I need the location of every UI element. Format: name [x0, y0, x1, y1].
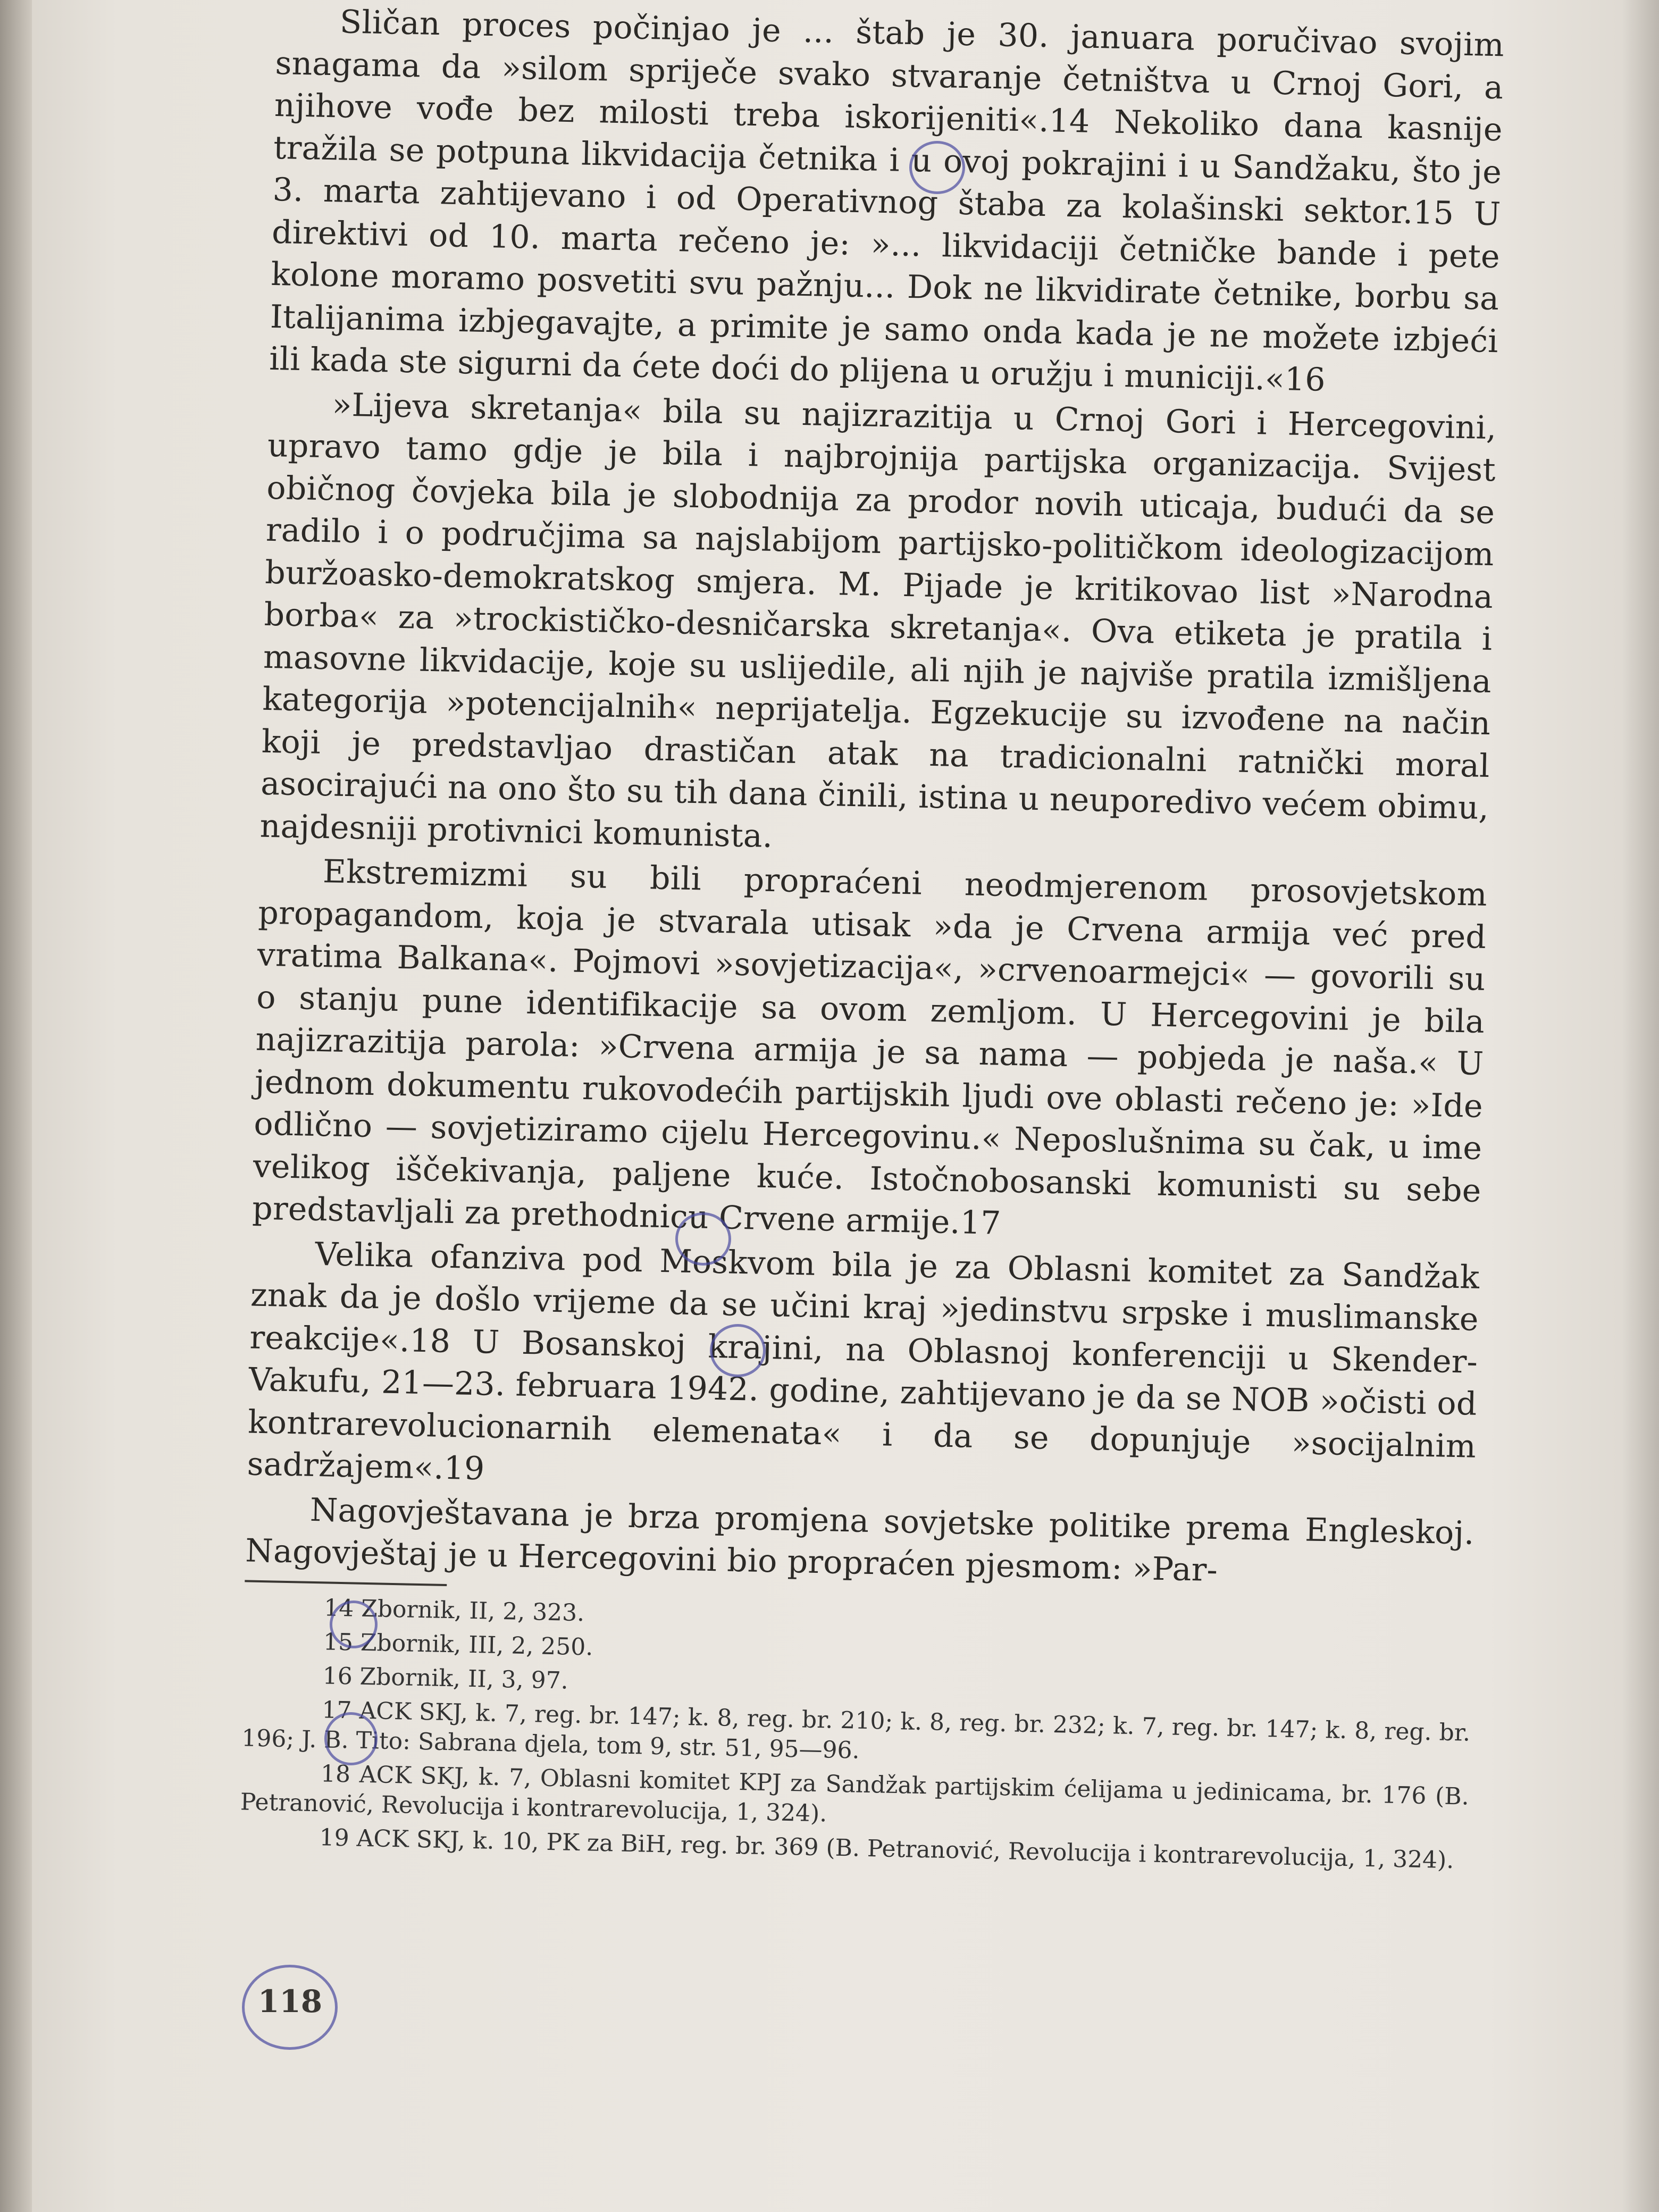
footnote-16: 16 Zbornik, II, 3, 97. [322, 1662, 569, 1695]
paragraph-4: Velika ofanziva pod Moskvom bila je za Oblasni komitet za Sandžak znak da je došlo vrijeme da se učini kraj »jedinstvu srpske i muslimanske reakcije«.18 U Bosanskoj krajini, na Oblasnoj konferenciji u Skender-Vakufu, 21—23. februara 1942. godine, zahtijevano je da se NOB »očisti od kontrarevolucionarnih elemenata« i da se dopunjuje »socijalnim sadržajem«.19 [247, 1235, 1480, 1488]
footnote-divider [245, 1580, 447, 1586]
pen-circle-page-number [242, 1965, 338, 2050]
footnote-14: 14 Zbornik, II, 2, 323. [323, 1594, 585, 1627]
pen-circle-note-17 [675, 1212, 731, 1266]
pen-circle-note-18 [710, 1324, 766, 1377]
paragraph-1: Sličan proces počinjao je ... štab je 30. januara poručivao svojim snagama da »silom spriječe svako stvaranje četništva u Crnoj Gori, a njihove vođe bez milosti treba iskorijeniti«.14 Nekoliko dana kasnije tražila se potpuna likvidacija četnika i u ovoj pokrajini i u Sandžaku, što je 3. marta zahtijevano i od Operativnog štaba za kolašinski sektor.15 U direktivi od 10. marta rečeno je: »... likvidaciji četničke bande i pete kolone moramo posvetiti svu pažnju... Dok ne likvidirate četnike, borbu sa Italijanima izbjegavajte, a primite je samo onda kada je ne možete izbjeći ili kada ste sigurni da ćete doći do plijena u oružju i municiji.«16 [269, 3, 1505, 399]
footnote-19: 19 ACK SKJ, k. 10, PK za BiH, reg. br. 369 (B. Petranović, Revolucija i kontrarevolucija, 1, 324). [319, 1823, 1454, 1874]
body-text [245, 0, 1505, 1597]
footnote-15: 15 Zbornik, III, 2, 250. [323, 1628, 593, 1661]
paragraph-2: »Lijeva skretanja« bila su najizrazitija u Crnoj Gori i Hercegovini, upravo tamo gdje je bila i najbrojnija partijska organizacija. Svijest običnog čovjeka bila je slobodnija za prodor novih uticaja, budući da se radilo i o područjima sa najslabijom partijsko-političkom ideologizacijom buržoasko-demokratskog smjera. M. Pijade je kritikovao list »Narodna borba« za »trockističko-desničarska skretanja«. Ova etiketa je pratila i masovne likvidacije, koje su uslijedile, ali njih je najviše pratila izmišljena kategorija »potencijalnih« neprijatelja. Egzekucije su izvođene na način koji je predstavljao drastičan atak na tradicionalni ratnički moral asocirajući na ono što su tih dana činili, istina u neuporedivo većem obimu, najdesniji protivnici komunista. [259, 386, 1497, 855]
page-number: 118 [258, 1983, 323, 2020]
page-edge-shadow [1622, 0, 1659, 2212]
pen-circle-note-15 [909, 141, 965, 194]
footnote-17: 17 ACK SKJ, k. 7, reg. br. 147; k. 8, reg. br. 210; k. 8, reg. br. 232; k. 7, reg. br. 147; k. 8, reg. br. 196; J. B. Tito: Sabrana djela, tom 9, str. 51, 95—96. [241, 1696, 1471, 1764]
page-text-block [239, 0, 1505, 1880]
paragraph-3: Ekstremizmi su bili propraćeni neodmjerenom prosovjetskom propagandom, koja je stvarala utisak »da je Crvena armija već pred vratima Balkana«. Pojmovi »sovjetizacija«, »crvenoarmejci« — govorili su o stanju pune identifikacije sa ovom zemljom. U Hercegovini je bila najizrazitija parola: »Crvena armija je sa nama — pobjeda je naša.« U jednom dokumentu rukovodećih partijskih ljudi ove oblasti rečeno je: »Ide odlično — sovjetiziramo cijelu Hercegovinu.« Neposlušnima su čak, u ime velikog iščekivanja, paljene kuće. Istočnobosanski komunisti su sebe predstavljali za prethodnicu Crvene armije.17 [252, 853, 1488, 1242]
page-gutter-shadow [0, 0, 32, 2212]
pen-circle-footnote-17 [324, 1712, 378, 1765]
footnote-18: 18 ACK SKJ, k. 7, Oblasni komitet KPJ za Sandžak partijskim ćelijama u jedinicama, br. 176 (B. Petranović, Revolucija i kontrarevolucija, 1, 324). [240, 1759, 1470, 1827]
pen-circle-footnote-14 [330, 1601, 378, 1648]
paragraph-5: Nagovještavana je brza promjena sovjetske politike prema Engleskoj. Nagovještaj je u Hercegovini bio propraćen pjesmom: »Par- [245, 1491, 1475, 1589]
footnotes [239, 1591, 1472, 1875]
